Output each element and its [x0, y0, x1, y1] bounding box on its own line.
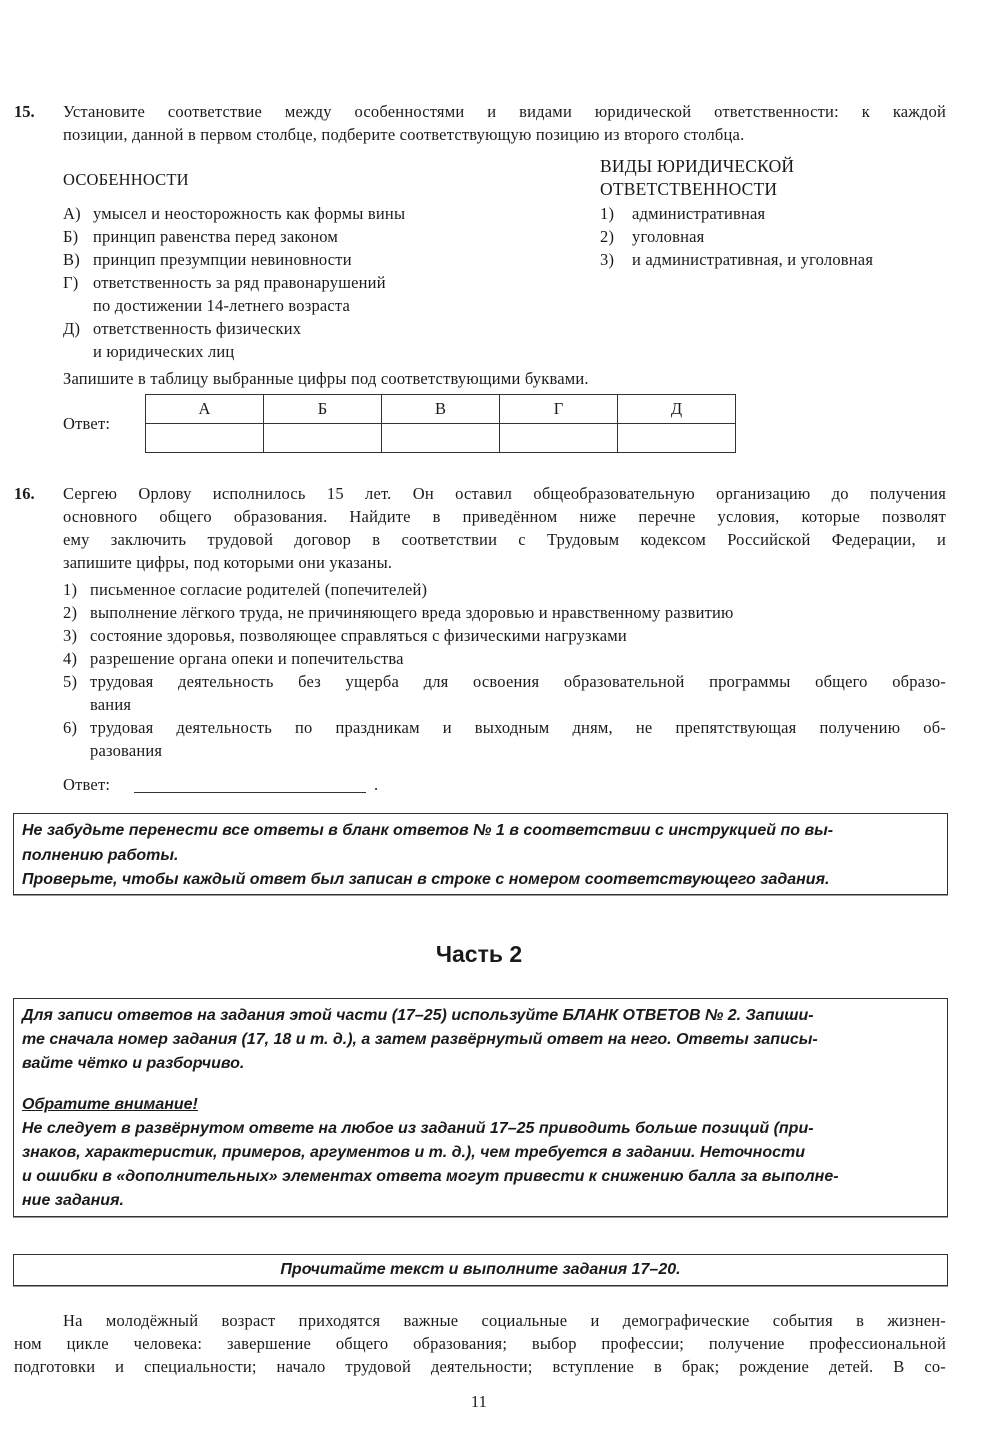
type-text: уголовная — [632, 227, 705, 246]
feature-letter: Б) — [63, 227, 79, 246]
task-16-number: 16. — [14, 484, 35, 503]
text-line: На молодёжный возраст приходятся важные социальные и демографические события в жизнен- — [63, 1311, 946, 1330]
text-line: ном цикле человека: завершение общего образования; выбор профессии; получение профессиональной — [14, 1334, 946, 1353]
reminder-line: Не забудьте перенести все ответы в бланк ответов № 1 в соответствии с инструкцией по вы- — [22, 822, 834, 839]
attention-line: знаков, характеристик, примеров, аргументов и т. д.), чем требуется в задании. Неточности — [22, 1144, 805, 1161]
instruction-line: вайте чётко и разборчиво. — [22, 1055, 245, 1072]
option-number: 4) — [63, 649, 78, 668]
attention-line: ние задания. — [22, 1192, 124, 1209]
type-text: административная — [632, 204, 766, 223]
task-16-prompt-line: запишите цифры, под которыми они указаны. — [63, 553, 393, 572]
answer-cell[interactable] — [500, 424, 618, 453]
option-number: 6) — [63, 718, 78, 737]
task-16-prompt-line: основного общего образования. Найдите в приведённом ниже перечне условия, которые позволят — [63, 507, 946, 526]
feature-letter: А) — [63, 204, 81, 223]
feature-text: и юридических лиц — [93, 342, 235, 361]
reminder-box — [13, 813, 948, 895]
type-number: 3) — [600, 250, 615, 269]
task-16-prompt-line: ему заключить трудовой договор в соответствии с Трудовым кодексом Российской Федерации, и — [63, 530, 946, 549]
answer-cell[interactable] — [382, 424, 500, 453]
type-number: 2) — [600, 227, 615, 246]
task-15-number: 15. — [14, 102, 35, 121]
attention-title: Обратите внимание! — [22, 1096, 198, 1113]
attention-line: Не следует в развёрнутом ответе на любое из заданий 17–25 приводить больше позиций (при- — [22, 1120, 814, 1137]
option-text: разрешение органа опеки и попечительства — [90, 649, 404, 668]
read-text-box — [13, 1254, 948, 1286]
task-15-prompt-line: Установите соответствие между особенностями и видами юридической ответственности: к каждой — [63, 102, 946, 121]
types-header-line: ВИДЫ ЮРИДИЧЕСКОЙ — [600, 156, 795, 176]
option-text: трудовая деятельность по праздникам и выходным дням, не препятствующая получению об- — [90, 718, 946, 737]
option-number: 1) — [63, 580, 78, 599]
option-text: выполнение лёгкого труда, не причиняющего вреда здоровью и нравственному развитию — [90, 603, 734, 622]
answer-table-header: Д — [618, 395, 736, 424]
feature-text: умысел и неосторожность как формы вины — [93, 204, 406, 223]
answer-cell[interactable] — [618, 424, 736, 453]
answer-period: . — [374, 775, 379, 794]
reminder-line: полнению работы. — [22, 847, 179, 864]
type-text: и административная, и уголовная — [632, 250, 874, 269]
option-text: письменное согласие родителей (попечителей) — [90, 580, 428, 599]
features-header: ОСОБЕННОСТИ — [63, 170, 189, 189]
instruction-line: те сначала номер задания (17, 18 и т. д.), а затем развёрнутый ответ на него. Ответы записы- — [22, 1031, 818, 1048]
option-text: трудовая деятельность без ущерба для освоения образовательной программы общего образо- — [90, 672, 946, 691]
table-instruction: Запишите в таблицу выбранные цифры под соответствующими буквами. — [63, 369, 589, 388]
read-text-instruction: Прочитайте текст и выполните задания 17–20. — [280, 1261, 681, 1278]
answer-table-header: Б — [264, 395, 382, 424]
task-15-prompt-line: позиции, данной в первом столбце, подберите соответствующую позицию из второго столбца. — [63, 125, 745, 144]
attention-line: и ошибки в «дополнительных» элементах ответа могут привести к снижению балла за выполне- — [22, 1168, 839, 1185]
feature-letter: В) — [63, 250, 80, 269]
feature-text: принцип равенства перед законом — [93, 227, 339, 246]
answer-cell[interactable] — [264, 424, 382, 453]
option-text: состояние здоровья, позволяющее справляться с физическими нагрузками — [90, 626, 627, 645]
option-number: 2) — [63, 603, 78, 622]
feature-letter: Г) — [63, 273, 79, 292]
answer-field[interactable] — [134, 775, 366, 793]
answer-label: Ответ: — [63, 414, 111, 433]
answer-table-header: В — [382, 395, 500, 424]
page-number: 11 — [470, 1392, 488, 1411]
answer-label: Ответ: — [63, 775, 111, 794]
feature-text: по достижении 14-летнего возраста — [93, 296, 351, 315]
feature-text: ответственность физических — [93, 319, 302, 338]
option-text: вания — [90, 695, 132, 714]
answer-table — [145, 394, 736, 453]
option-number: 5) — [63, 672, 78, 691]
instruction-line: Для записи ответов на задания этой части (17–25) используйте БЛАНК ОТВЕТОВ № 2. Запиши- — [22, 1007, 814, 1024]
text-line: подготовки и специальности; начало трудовой деятельности; вступление в брак; рождение детей. В со- — [14, 1357, 946, 1376]
option-text: разования — [90, 741, 163, 760]
task-16-prompt-line: Сергею Орлову исполнилось 15 лет. Он оставил общеобразовательную организацию до получения — [63, 484, 946, 503]
answer-table-header: А — [146, 395, 264, 424]
types-header-line: ОТВЕТСТВЕННОСТИ — [600, 179, 778, 199]
feature-text: ответственность за ряд правонарушений — [93, 273, 386, 292]
feature-text: принцип презумпции невиновности — [93, 250, 352, 269]
type-number: 1) — [600, 204, 615, 223]
option-number: 3) — [63, 626, 78, 645]
part-2-instructions-box — [13, 998, 948, 1217]
answer-cell[interactable] — [146, 424, 264, 453]
feature-letter: Д) — [63, 319, 81, 338]
answer-table-header: Г — [500, 395, 618, 424]
reminder-line: Проверьте, чтобы каждый ответ был записан в строке с номером соответствующего задания. — [22, 871, 830, 888]
part-2-title: Часть 2 — [435, 941, 523, 967]
